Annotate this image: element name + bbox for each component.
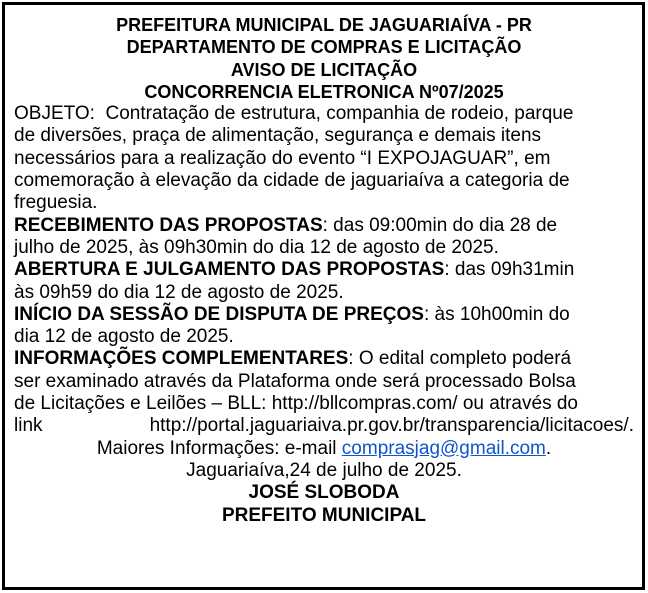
bold-label: PREFEITO MUNICIPAL — [221, 504, 427, 526]
header-line: CONCORRENCIA ELETRONICA Nº07/2025 — [144, 81, 504, 102]
text-line — [14, 259, 634, 281]
text-line — [14, 170, 634, 192]
text-segment: às 09h59 do dia 12 de agosto de 2025. — [14, 281, 344, 303]
text-segment: freguesia. — [14, 192, 98, 214]
text-segment: Jaguariaíva,24 de julho de 2025. — [186, 459, 462, 481]
text-line — [14, 505, 634, 527]
text-line — [14, 326, 634, 348]
text-line — [14, 348, 634, 370]
notice-header — [14, 14, 634, 103]
bold-label: ABERTURA E JULGAMENTO DAS PROPOSTAS — [14, 259, 445, 281]
text-segment: julho de 2025, às 09h30min do dia 12 de agosto de 2025. — [14, 236, 499, 258]
text-segment: comemoração à elevação da cidade de jaguariaíva a categoria de — [14, 170, 570, 192]
header-line: PREFEITURA MUNICIPAL DE JAGUARIAÍVA - PR — [116, 15, 532, 35]
header-line: AVISO DE LICITAÇÃO — [230, 59, 418, 80]
text-segment: de diversões, praça de alimentação, segurança e demais itens — [14, 125, 542, 147]
text-segment: de Licitações e Leilões – BLL: http://bllcompras.com/ ou através do — [14, 393, 578, 415]
text-segment: dia 12 de agosto de 2025. — [14, 326, 234, 348]
notice-body — [14, 103, 634, 527]
text-segment: . — [545, 437, 552, 459]
text-line — [14, 237, 634, 259]
text-line — [14, 282, 634, 304]
text-line — [14, 415, 634, 437]
text-line — [14, 438, 634, 460]
notice-border-box — [2, 2, 645, 590]
header-line: DEPARTAMENTO DE COMPRAS E LICITAÇÃO — [126, 37, 522, 58]
text-segment: : das 09:00min do dia 28 de — [322, 214, 558, 236]
text-line — [14, 125, 634, 147]
text-segment: OBJETO: Contratação de estrutura, companhia de rodeio, parque — [14, 103, 574, 125]
text-line — [14, 460, 634, 482]
text-segment: link — [14, 415, 43, 437]
text-line — [14, 393, 634, 415]
text-segment: necessários para a realização do evento “I EXPOJAGUAR”, em — [14, 147, 551, 169]
bold-label: INÍCIO DA SESSÃO DE DISPUTA DE PREÇOS — [14, 303, 424, 325]
text-line — [14, 192, 634, 214]
text-line — [14, 482, 634, 504]
text-segment: : às 10h00min do — [423, 303, 570, 325]
text-segment: ser examinado através da Plataforma onde será processado Bolsa — [14, 370, 576, 392]
text-segment: Maiores Informações: e-mail — [96, 437, 342, 459]
email-link[interactable]: comprasjag@gmail.com — [341, 437, 546, 459]
text-line — [14, 371, 634, 393]
bold-label: JOSÉ SLOBODA — [248, 482, 400, 504]
text-segment: http://portal.jaguariaiva.pr.gov.br/transparencia/licitacoes/. — [149, 415, 634, 437]
text-line — [14, 148, 634, 170]
bold-label: RECEBIMENTO DAS PROPOSTAS — [14, 214, 323, 236]
text-line — [14, 103, 634, 125]
text-segment: : das 09h31min — [444, 259, 575, 281]
text-segment: : O edital completo poderá — [348, 348, 572, 370]
text-line — [14, 304, 634, 326]
bold-label: INFORMAÇÕES COMPLEMENTARES — [14, 348, 349, 370]
text-line — [14, 215, 634, 237]
